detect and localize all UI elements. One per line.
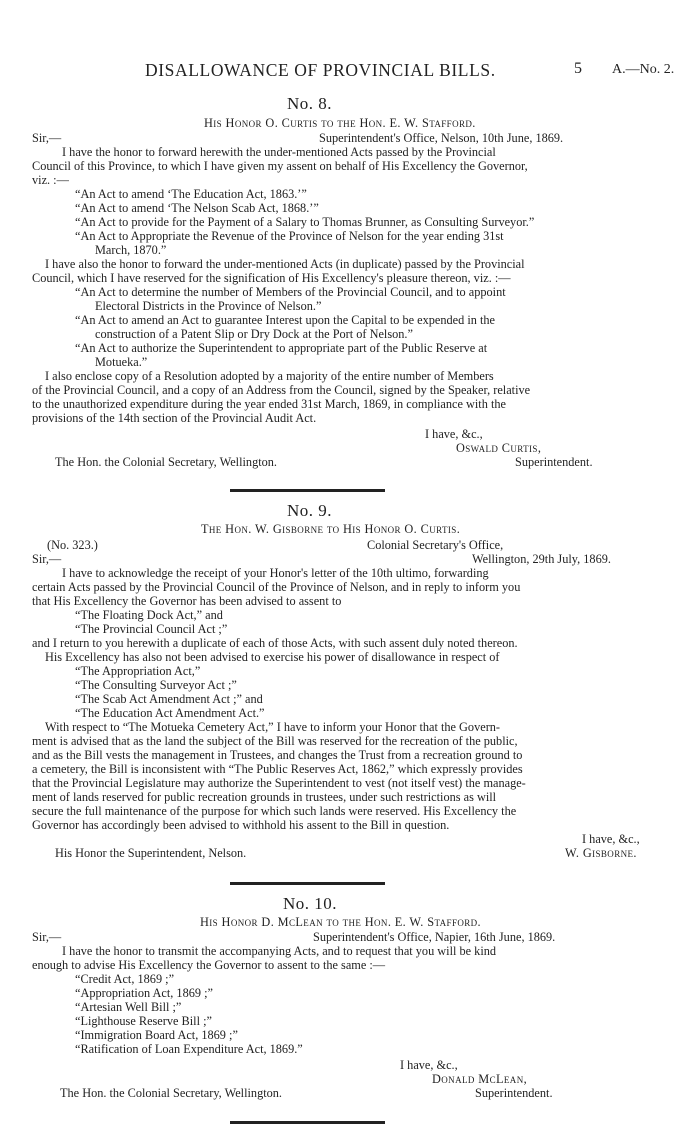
- salutation: Sir,—: [32, 930, 62, 944]
- body-line: Council of this Province, to which I have given my assent on behalf of His Excellency the Governor,: [32, 159, 528, 173]
- section-divider: [230, 489, 385, 492]
- body-line: of the Provincial Council, and a copy of an Address from the Council, signed by the Speaker, relative: [32, 383, 531, 397]
- body-line: ment of lands reserved for public recreation grounds in trustees, under such restrictions as will: [32, 790, 497, 804]
- body-line: secure the full maintenance of the purpose for which such lands were reserved. His Excellency the: [32, 804, 517, 818]
- salutation: Sir,—: [32, 552, 62, 566]
- closing: I have, &c.,: [425, 427, 483, 441]
- body-line: and as the Bill vests the management in Trustees, and changes the Trust from a recreation ground to: [32, 748, 523, 762]
- body-line: provisions of the 14th section of the Provincial Audit Act.: [32, 411, 317, 425]
- letter-from-to: The Hon. W. Gisborne to His Honor O. Curtis.: [201, 522, 461, 536]
- body-line: “An Act to amend an Act to guarantee Interest upon the Capital to be expended in the: [75, 313, 496, 327]
- body-line: “The Education Act Amendment Act.”: [75, 706, 265, 720]
- addressee: His Honor the Superintendent, Nelson.: [55, 846, 247, 860]
- letter-number-9: No. 9.: [287, 501, 333, 520]
- section-divider: [230, 1121, 385, 1124]
- addressee: The Hon. the Colonial Secretary, Wellington.: [60, 1086, 283, 1100]
- body-line: “Credit Act, 1869 ;”: [75, 972, 175, 986]
- letter-from-to: His Honor O. Curtis to the Hon. E. W. Stafford.: [204, 116, 476, 130]
- body-line: I also enclose copy of a Resolution adopted by a majority of the entire number of Members: [45, 369, 494, 383]
- closing: I have, &c.,: [400, 1058, 458, 1072]
- salutation: Sir,—: [32, 131, 62, 145]
- body-line: that His Excellency the Governor has been advised to assent to: [32, 594, 342, 608]
- body-line: enough to advise His Excellency the Governor to assent to the same :—: [32, 958, 386, 972]
- body-line: His Excellency has also not been advised to exercise his power of disallowance in respect of: [45, 650, 500, 664]
- signatory-title: Superintendent.: [475, 1086, 553, 1100]
- body-line: I have the honor to transmit the accompanying Acts, and to request that you will be kind: [62, 944, 497, 958]
- letter-from-to: His Honor D. McLean to the Hon. E. W. Stafford.: [200, 915, 482, 929]
- body-line: “The Appropriation Act,”: [75, 664, 201, 678]
- addressee: The Hon. the Colonial Secretary, Wellington.: [55, 455, 278, 469]
- page-number: 5: [574, 60, 582, 77]
- body-line: “An Act to provide for the Payment of a Salary to Thomas Brunner, as Consulting Surveyor.”: [75, 215, 535, 229]
- body-line: “Lighthouse Reserve Bill ;”: [75, 1014, 212, 1028]
- body-line: a cemetery, the Bill is inconsistent with “The Public Reserves Act, 1862,” which expressly provides: [32, 762, 523, 776]
- body-line: “Immigration Board Act, 1869 ;”: [75, 1028, 238, 1042]
- signatory-title: Superintendent.: [515, 455, 593, 469]
- body-line: ment is advised that as the land the subject of the Bill was reserved for the recreation of the public,: [32, 734, 518, 748]
- letter-number-10: No. 10.: [283, 894, 338, 913]
- dateline: Wellington, 29th July, 1869.: [472, 552, 611, 566]
- signature: W. Gisborne.: [565, 846, 637, 860]
- body-line: Motueka.”: [95, 355, 148, 369]
- body-line: Electoral Districts in the Province of Nelson.”: [95, 299, 322, 313]
- signature: Oswald Curtis,: [456, 441, 542, 455]
- body-line: Governor has accordingly been advised to withhold his assent to the Bill in question.: [32, 818, 450, 832]
- body-line: “The Consulting Surveyor Act ;”: [75, 678, 237, 692]
- paper-reference: A.—No. 2.: [612, 62, 675, 77]
- body-line: “Ratification of Loan Expenditure Act, 1869.”: [75, 1042, 303, 1056]
- letter-number-8: No. 8.: [287, 94, 333, 113]
- body-line: “An Act to amend ‘The Nelson Scab Act, 1868.’”: [75, 201, 319, 215]
- closing: I have, &c.,: [582, 832, 640, 846]
- body-line: “The Provincial Council Act ;”: [75, 622, 228, 636]
- body-line: I have to acknowledge the receipt of your Honor's letter of the 10th ultimo, forwarding: [62, 566, 489, 580]
- reference-number: (No. 323.): [47, 538, 98, 552]
- body-line: “Artesian Well Bill ;”: [75, 1000, 182, 1014]
- body-line: Council, which I have reserved for the signification of His Excellency's pleasure thereon, viz. :—: [32, 271, 511, 285]
- page-header-title: DISALLOWANCE OF PROVINCIAL BILLS.: [145, 60, 496, 80]
- body-line: certain Acts passed by the Provincial Council of the Province of Nelson, and in reply to inform you: [32, 580, 521, 594]
- signature: Donald McLean,: [432, 1072, 528, 1086]
- body-line: viz. :—: [32, 173, 69, 187]
- body-line: I have also the honor to forward the under-mentioned Acts (in duplicate) passed by the Provincial: [45, 257, 525, 271]
- body-line: With respect to “The Motueka Cemetery Act,” I have to inform your Honor that the Govern-: [45, 720, 501, 734]
- body-line: “An Act to determine the number of Members of the Provincial Council, and to appoint: [75, 285, 506, 299]
- section-divider: [230, 882, 385, 885]
- dateline: Superintendent's Office, Napier, 16th June, 1869.: [313, 930, 556, 944]
- dateline: Superintendent's Office, Nelson, 10th June, 1869.: [319, 131, 564, 145]
- body-line: “The Floating Dock Act,” and: [75, 608, 223, 622]
- body-line: to the unauthorized expenditure during the year ended 31st March, 1869, in compliance with the: [32, 397, 506, 411]
- body-line: March, 1870.”: [95, 243, 167, 257]
- body-line: “An Act to amend ‘The Education Act, 1863.’”: [75, 187, 307, 201]
- body-line: “An Act to Appropriate the Revenue of the Province of Nelson for the year ending 31st: [75, 229, 504, 243]
- body-line: construction of a Patent Slip or Dry Dock at the Port of Nelson.”: [95, 327, 413, 341]
- body-line: “The Scab Act Amendment Act ;” and: [75, 692, 263, 706]
- body-line: that the Provincial Legislature may authorize the Superintendent to vest (not itself vest) the manage-: [32, 776, 526, 790]
- body-line: and I return to you herewith a duplicate of each of those Acts, with such assent duly noted thereon.: [32, 636, 518, 650]
- body-line: I have the honor to forward herewith the under-mentioned Acts passed by the Provincial: [62, 145, 496, 159]
- body-line: “Appropriation Act, 1869 ;”: [75, 986, 213, 1000]
- body-line: “An Act to authorize the Superintendent to appropriate part of the Public Reserve at: [75, 341, 488, 355]
- office: Colonial Secretary's Office,: [367, 538, 504, 552]
